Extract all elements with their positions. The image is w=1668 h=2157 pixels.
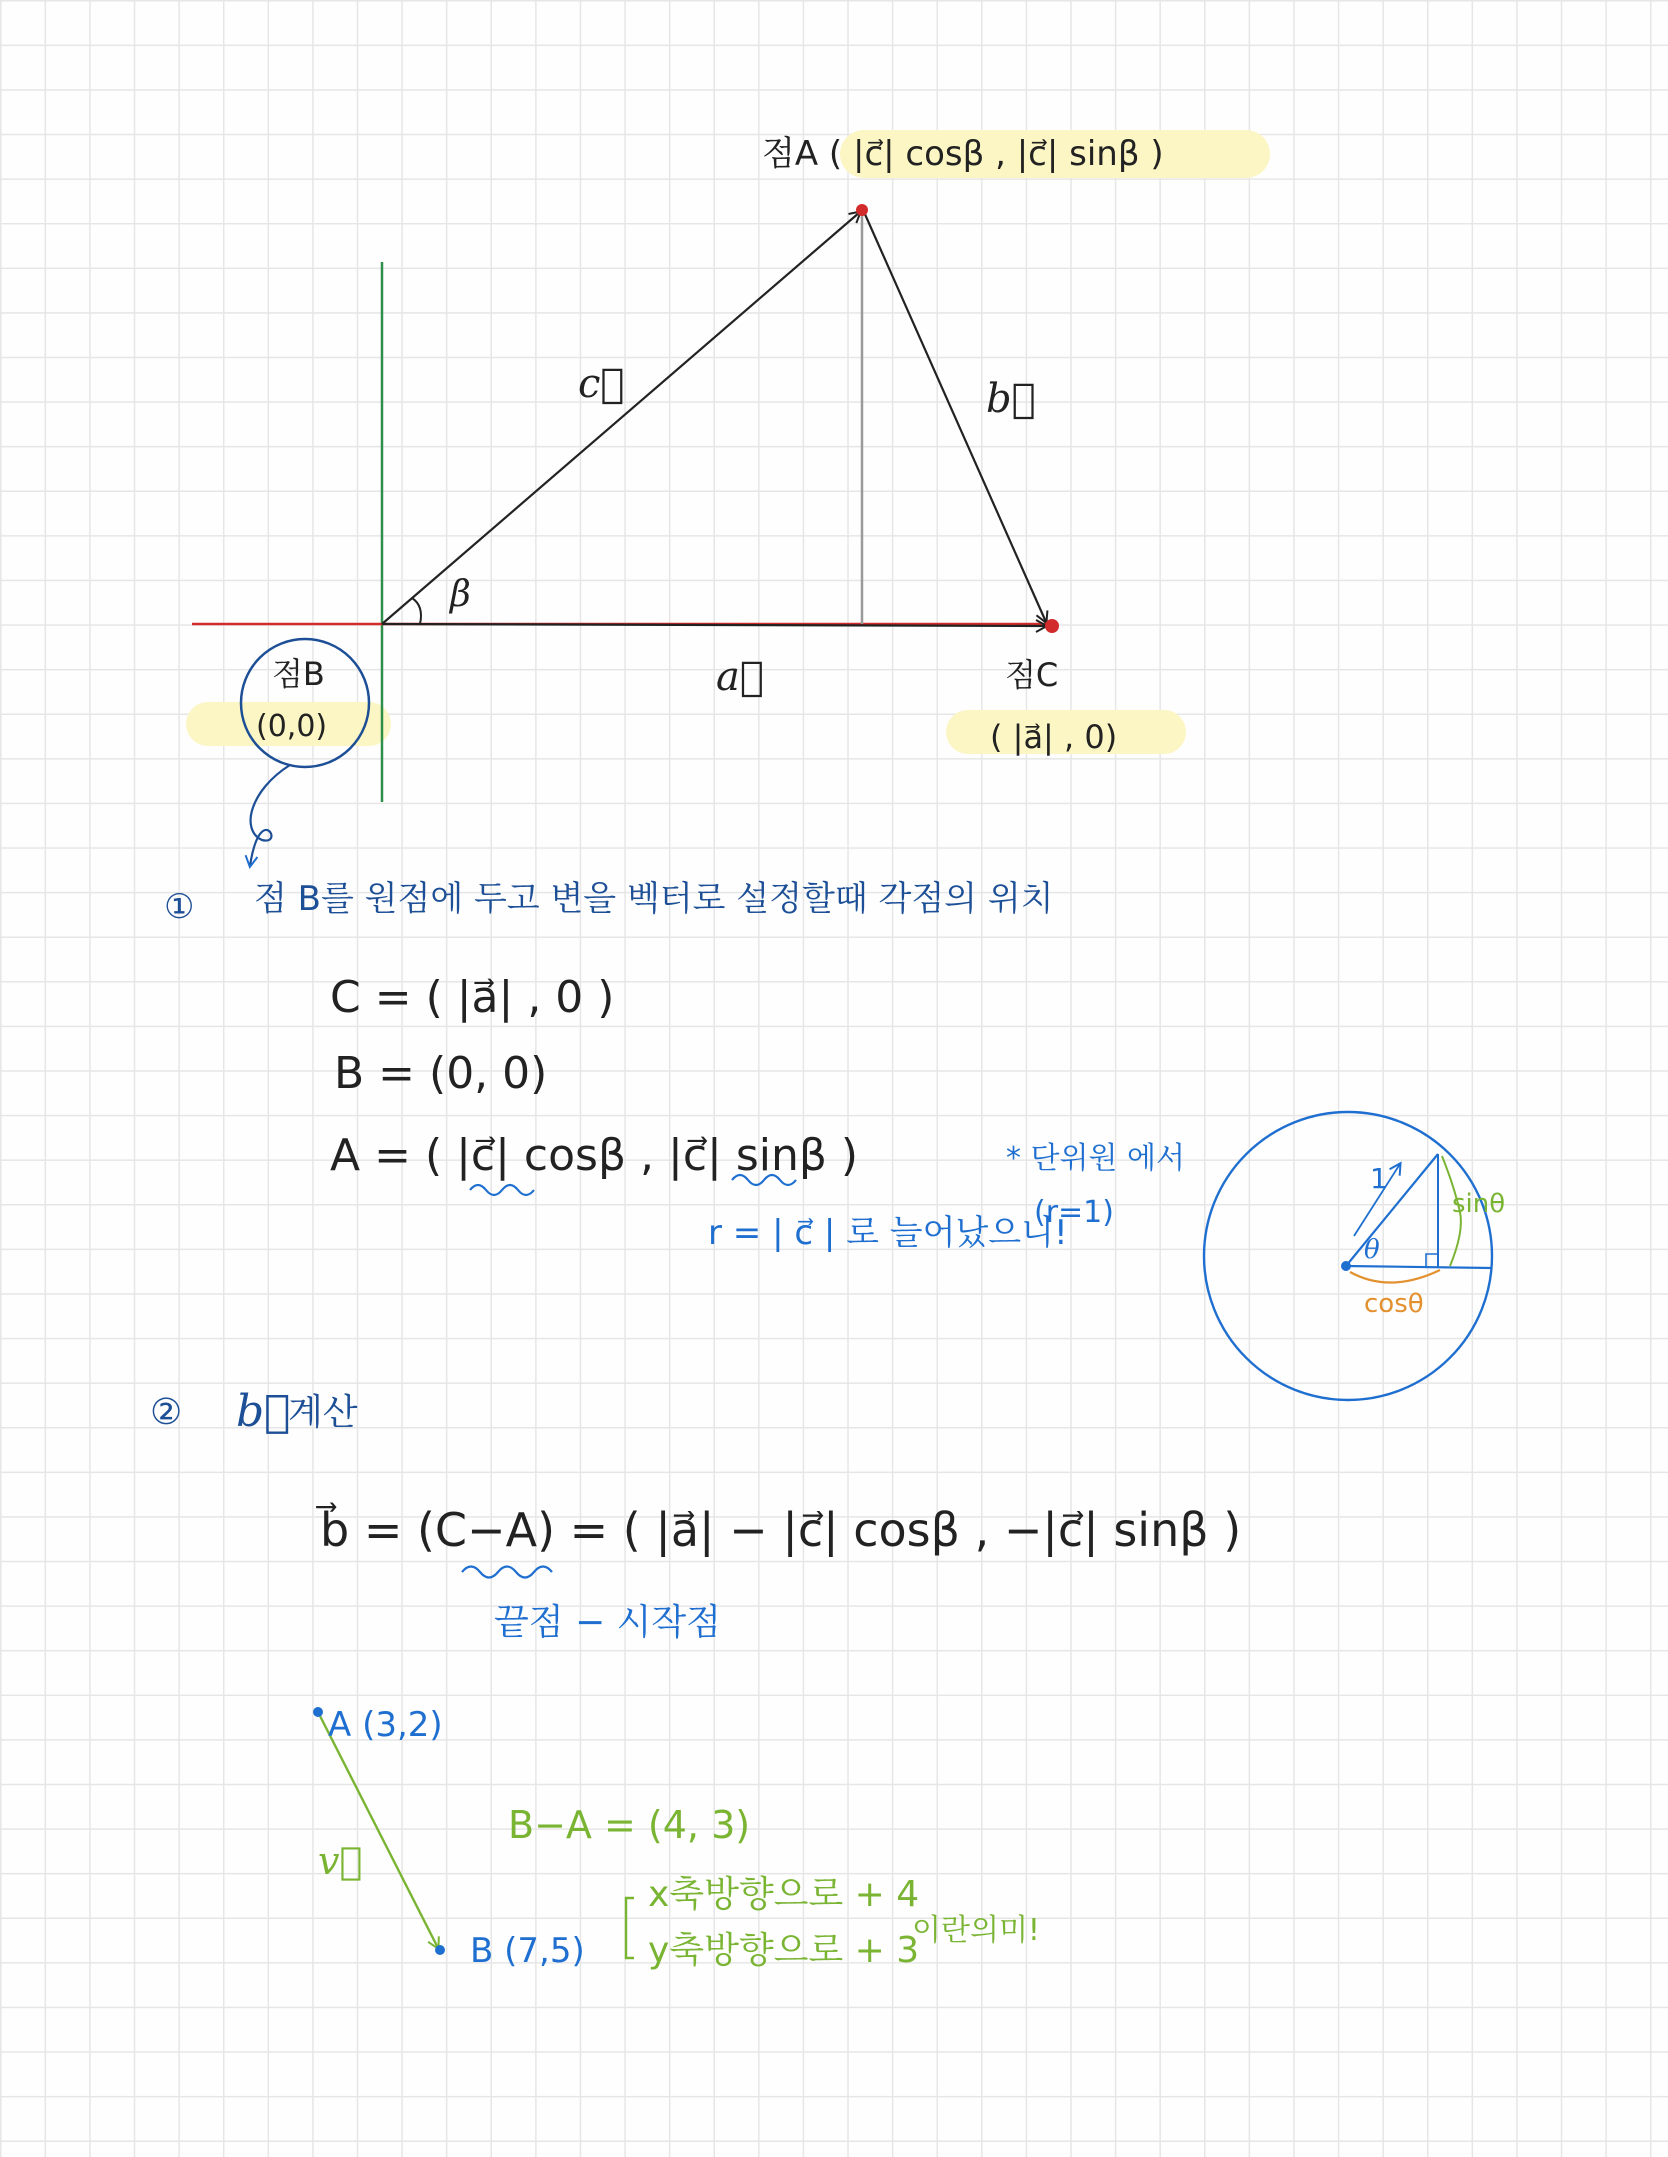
example-x-direction: x축방향으로 + 4 — [648, 1874, 920, 1915]
unit-circle-note: * 단위원 에서 — [1006, 1141, 1185, 1176]
example-point-a-label: A (3,2) — [328, 1705, 443, 1745]
underline-wave-3 — [462, 1567, 552, 1578]
unit-circle-cos-label: cosθ — [1364, 1289, 1424, 1319]
section-2-vector-b: b⃗ — [236, 1386, 291, 1437]
point-a-dot — [856, 204, 868, 216]
section-2 — [150, 1386, 1241, 1971]
section-1-title: 점 B를 원점에 두고 변을 벡터로 설정할때 각점의 위치 — [254, 879, 1054, 919]
vector-c-label: c⃗ — [578, 361, 625, 407]
section-2-title: 계산 — [288, 1392, 358, 1433]
unit-circle-x-line — [1346, 1266, 1492, 1268]
example-point-b-label: B (7,5) — [470, 1931, 585, 1971]
vector-c-arrow — [382, 212, 860, 624]
angle-beta-label: β — [450, 574, 471, 615]
unit-circle-theta-label: θ — [1364, 1235, 1380, 1265]
unit-circle-right-angle — [1426, 1254, 1438, 1268]
section-1-number: ① — [164, 887, 195, 927]
point-a-label: 점A ( |c⃗| cosβ , |c⃗| sinβ ) — [762, 134, 1164, 174]
end-minus-start-note: 끝점 − 시작점 — [494, 1602, 721, 1643]
point-c-coord: ( |a⃗| , 0) — [990, 718, 1118, 756]
unit-circle-sin-label: sinθ — [1452, 1189, 1506, 1219]
equation-a: A = ( |c⃗| cosβ , |c⃗| sinβ ) — [330, 1130, 859, 1181]
point-b-name: 점B — [272, 655, 325, 693]
equation-vector-b: b⃗ = (C−A) = ( |a⃗| − |c⃗| cosβ , −|c⃗| sinβ ) — [320, 1503, 1242, 1557]
vector-a-label: a⃗ — [716, 654, 764, 700]
equation-c: C = ( |a⃗| , 0 ) — [330, 972, 615, 1023]
point-b-coord: (0,0) — [256, 709, 328, 744]
equation-b: B = (0, 0) — [334, 1048, 548, 1099]
unit-circle-cos-brace — [1350, 1270, 1440, 1283]
point-b-pointer-stroke — [250, 765, 290, 866]
example-vector-v-arrow — [318, 1712, 438, 1948]
unit-circle-one-label: 1 — [1370, 1162, 1388, 1195]
example-difference: B−A = (4, 3) — [508, 1803, 751, 1847]
unit-circle-radius: (r=1) — [1034, 1195, 1114, 1230]
example-y-direction: y축방향으로 + 3 — [648, 1930, 920, 1971]
example-meaning: 이란의미! — [912, 1913, 1040, 1948]
underline-wave-1 — [470, 1185, 534, 1195]
example-bracket — [626, 1898, 634, 1958]
triangle-diagram — [186, 130, 1270, 866]
unit-circle-sketch — [1204, 1112, 1505, 1400]
point-c-name: 점C — [1005, 656, 1059, 694]
example-point-b-dot — [435, 1945, 445, 1955]
example-point-a-dot — [313, 1707, 323, 1717]
angle-arc — [412, 598, 421, 624]
section-2-number: ② — [150, 1392, 183, 1433]
vector-b-label: b⃗ — [986, 376, 1036, 422]
point-c-dot — [1045, 619, 1059, 633]
unit-circle-radius-line — [1346, 1154, 1438, 1266]
unit-circle — [1204, 1112, 1492, 1400]
example-vector-v-label: v⃗ — [318, 1839, 363, 1883]
unit-circle-origin — [1341, 1261, 1351, 1271]
radius-note: r = | c⃗ | 로 늘어났으니! — [708, 1213, 1068, 1253]
section-1 — [164, 879, 1505, 1400]
